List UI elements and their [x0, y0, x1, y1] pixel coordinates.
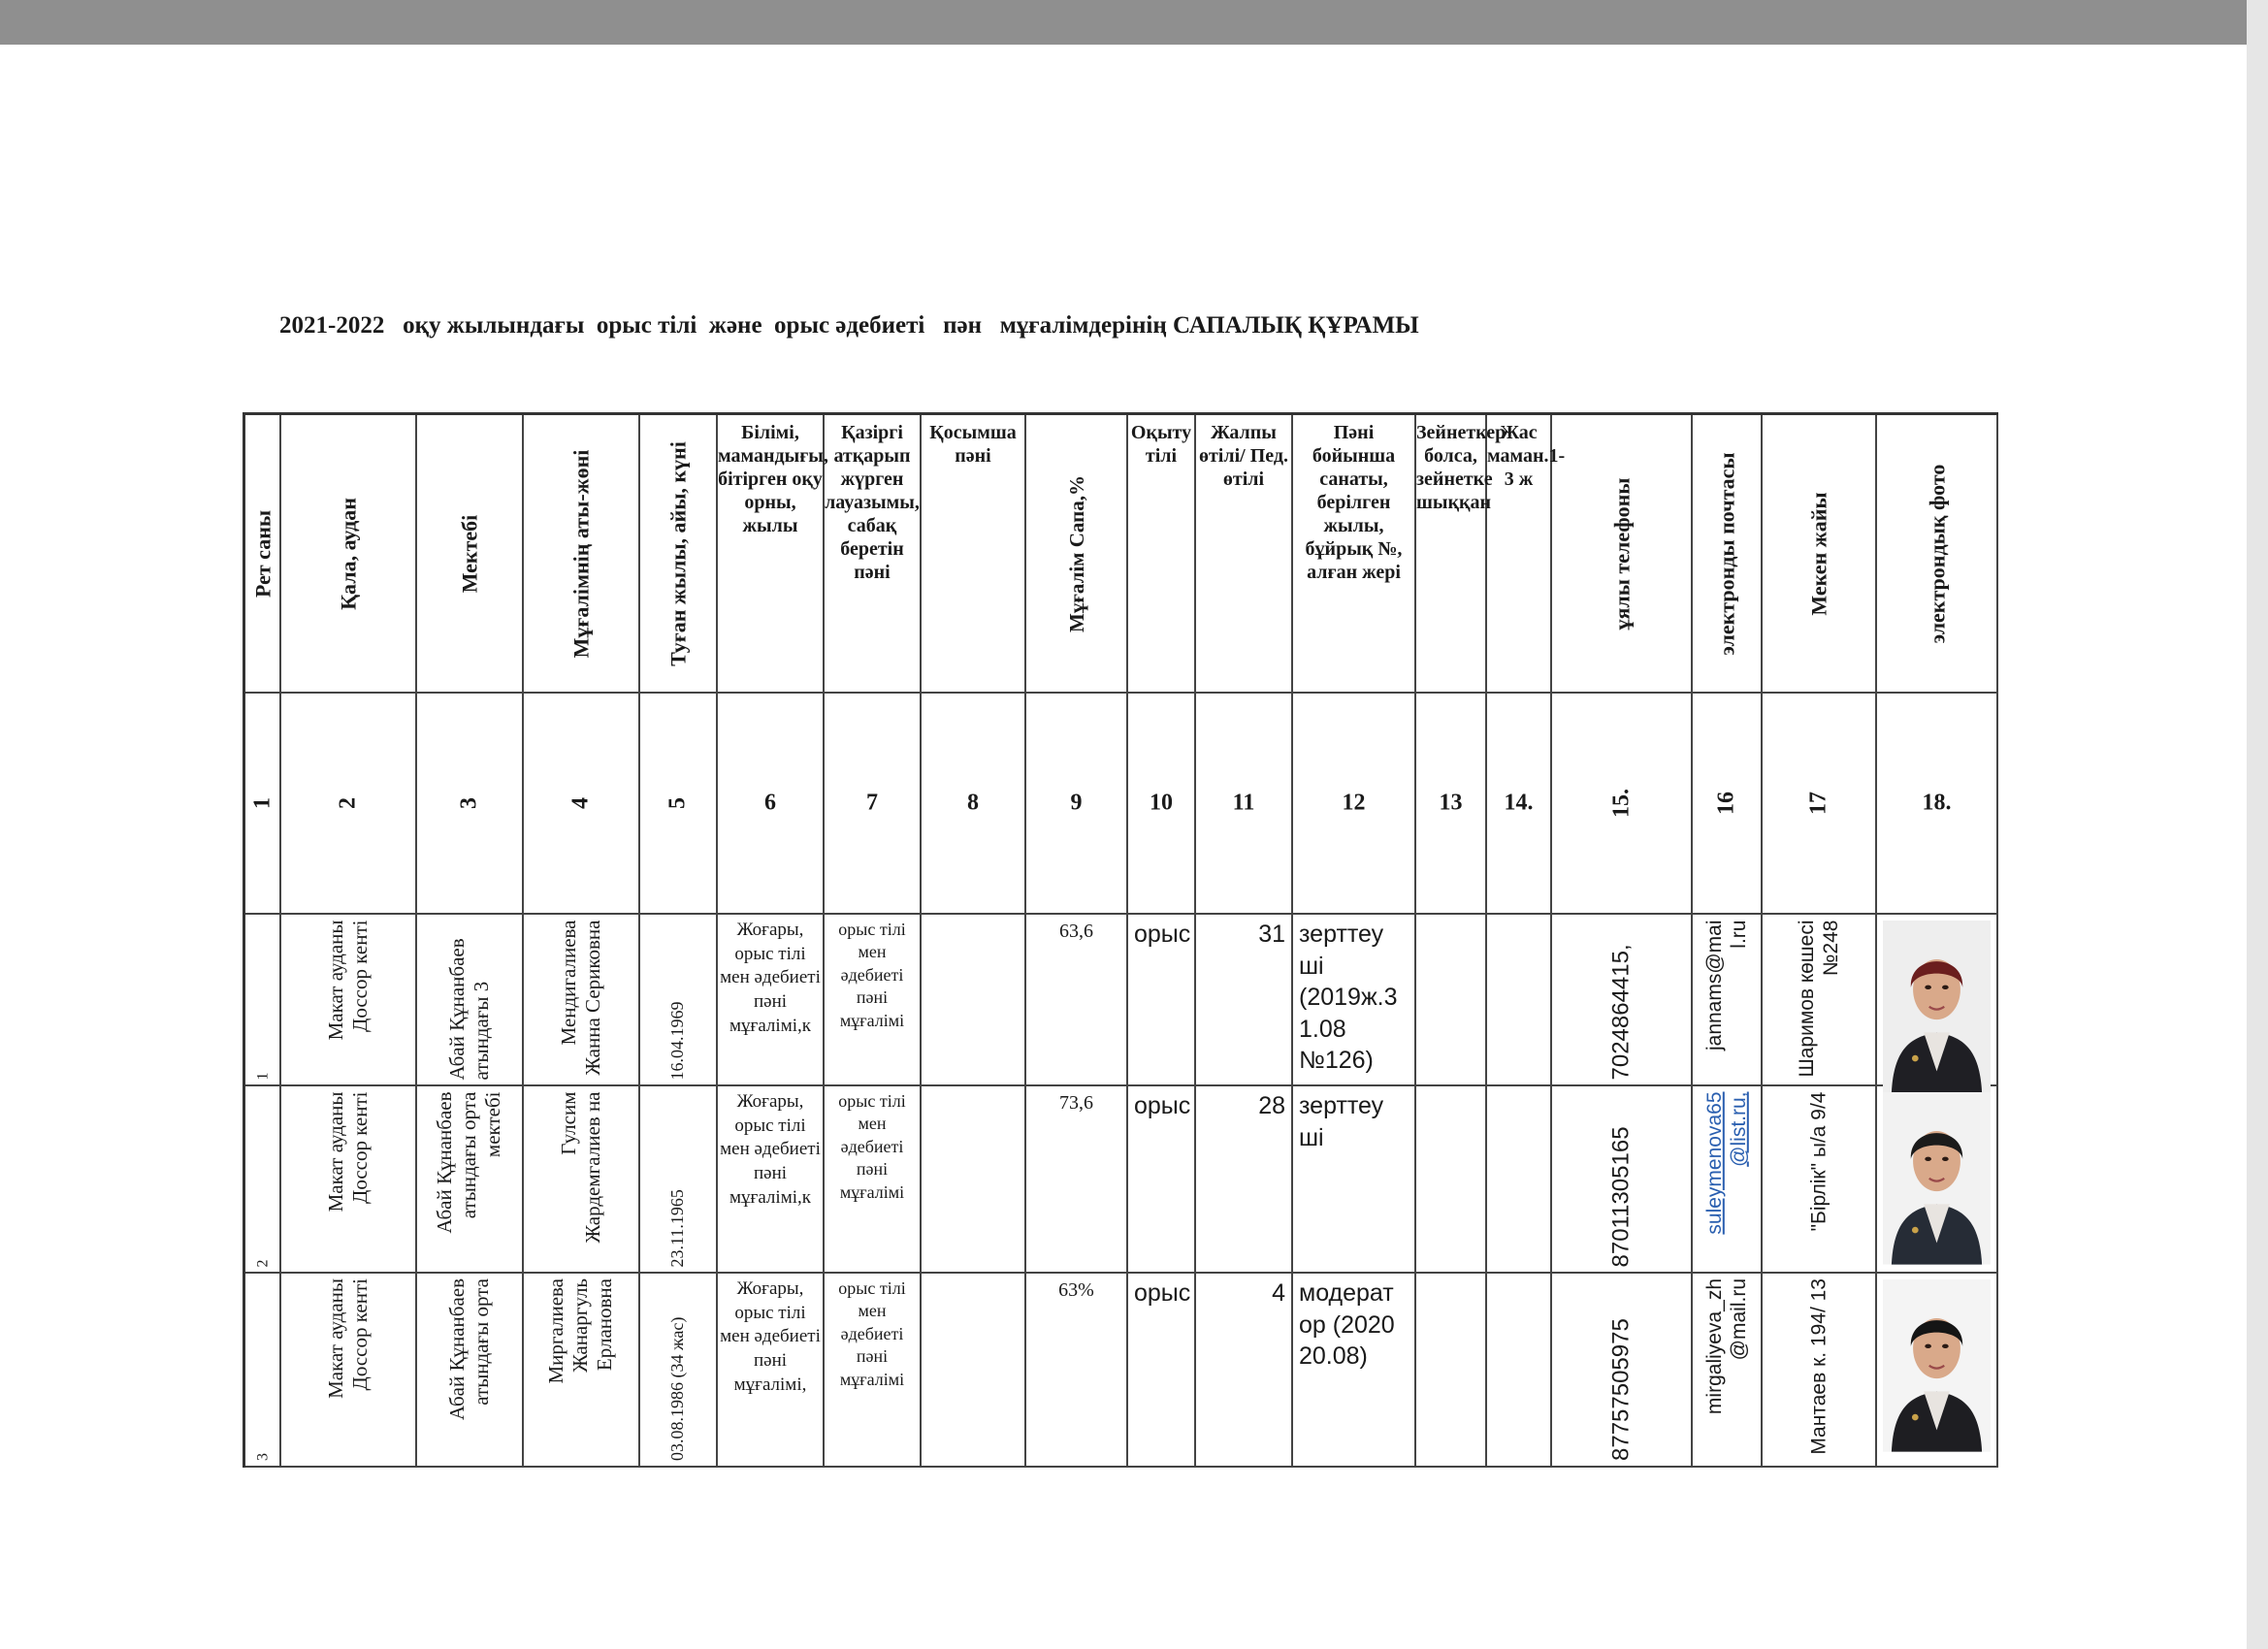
cell-no: 1 [253, 1072, 271, 1080]
cell-phone: 87757505975 [1607, 1318, 1635, 1461]
column-number-label: 2 [335, 797, 361, 809]
row-2-young [1487, 1086, 1552, 1274]
row-1-category [1293, 915, 1416, 1086]
header-label: Қазіргі атқарып жүрген лауазымы, сабақ беретін пәні [825, 422, 920, 583]
staff-table [243, 412, 1998, 1468]
header-label: Мекен жайы [1806, 491, 1831, 616]
cell-young [1487, 1274, 1550, 1281]
cell-position: орыс тілі мен әдебиеті пәні мұғалімі [838, 1091, 906, 1202]
header-city [281, 415, 417, 694]
header-photo [1877, 415, 1998, 694]
row-3-young [1487, 1274, 1552, 1468]
header-extra [922, 415, 1026, 694]
column-number-label: 11 [1232, 790, 1255, 816]
row-1-position [825, 915, 922, 1086]
cell-category: зерттеу ші [1299, 1092, 1384, 1151]
column-number-label: 17 [1805, 792, 1831, 815]
cell-birth: 16.04.1969 [667, 1001, 688, 1080]
header-no [245, 415, 281, 694]
cell-category: модерат ор (2020 20.08) [1299, 1279, 1395, 1370]
cell-no: 3 [253, 1453, 271, 1461]
page-title: 2021-2022 оқу жылындағы орыс тілі және орыс әдебиеті пән мұғалімдерінің САПАЛЫҚ ҚҰРАМЫ [279, 312, 1419, 339]
cell-phone: 7024864415, [1607, 943, 1635, 1080]
row-1-no [245, 915, 281, 1086]
row-2-quality [1026, 1086, 1128, 1274]
header-phone [1552, 415, 1693, 694]
row-2-extra [922, 1086, 1026, 1274]
email-link[interactable]: jannams@mai l.ru [1702, 920, 1750, 1051]
row-2-no [245, 1086, 281, 1274]
cell-pension [1416, 1086, 1485, 1094]
column-number [922, 694, 1026, 915]
cell-exp: 31 [1258, 921, 1285, 948]
cell-pension [1416, 915, 1485, 922]
column-number [640, 694, 718, 915]
cell-extra [922, 1274, 1024, 1281]
cell-quality: 73,6 [1059, 1092, 1093, 1114]
column-number [524, 694, 640, 915]
cell-education: Жоғары, орыс тілі мен әдебиеті пәні мұғалімі, [720, 1278, 821, 1395]
header-label: ұялы телефоны [1608, 477, 1634, 630]
row-3-exp [1196, 1274, 1293, 1468]
header-label: Жас маман.1-3 ж [1487, 422, 1566, 490]
row-3-extra [922, 1274, 1026, 1468]
scan-right-edge [2247, 0, 2268, 1649]
cell-young [1487, 915, 1550, 922]
row-2-education [718, 1086, 825, 1274]
column-number [1552, 694, 1693, 915]
column-number [1026, 694, 1128, 915]
column-number-label: 16 [1713, 792, 1739, 815]
row-1-lang [1128, 915, 1196, 1086]
column-number [1128, 694, 1196, 915]
row-2-city [281, 1086, 417, 1274]
cell-name: Гулсим Жардемгалиев на [556, 1091, 604, 1244]
row-2-photo [1877, 1086, 1998, 1274]
row-1-city [281, 915, 417, 1086]
cell-position: орыс тілі мен әдебиеті пәні мұғалімі [838, 1278, 906, 1389]
cell-lang: орыс [1134, 1092, 1191, 1119]
header-email [1693, 415, 1763, 694]
column-number [281, 694, 417, 915]
row-3-address [1763, 1274, 1877, 1468]
cell-no: 2 [253, 1259, 271, 1267]
row-3-photo [1877, 1274, 1998, 1468]
column-number-label: 7 [866, 790, 878, 816]
row-3-phone [1552, 1274, 1693, 1468]
column-number [718, 694, 825, 915]
header-label: Оқыту тілі [1130, 422, 1192, 467]
column-number [1487, 694, 1552, 915]
row-1-photo [1877, 915, 1998, 1086]
column-number [245, 694, 281, 915]
cell-address: "Бірлік" ы/а 9/4 [1807, 1091, 1831, 1231]
cell-name: Миргалиева Жанаргуль Ерлановна [544, 1278, 617, 1384]
column-number-label: 9 [1070, 790, 1083, 816]
column-number-label: 14. [1504, 790, 1534, 816]
column-number [1763, 694, 1877, 915]
header-young [1487, 415, 1566, 694]
row-3-education [718, 1274, 825, 1468]
cell-lang: орыс [1134, 1279, 1191, 1307]
row-3-name [524, 1274, 640, 1468]
column-number-label: 3 [456, 797, 482, 809]
header-birth [640, 415, 718, 694]
header-label: Қала, аудан [336, 497, 361, 610]
row-3-category [1293, 1274, 1416, 1468]
row-3-birth [640, 1274, 718, 1468]
header-label: Туған жылы, айы, күні [665, 440, 691, 666]
cell-school: Абай Құнанбаев атындағы 3 [444, 937, 493, 1080]
cell-city: Макат ауданы Доссор кенті [323, 1278, 372, 1399]
row-1-exp [1196, 915, 1293, 1086]
column-number-label: 1 [249, 797, 275, 809]
row-1-young [1487, 915, 1552, 1086]
teacher-photo-icon [1883, 921, 1991, 1093]
row-2-school [417, 1086, 524, 1274]
column-number [1877, 694, 1998, 915]
row-3-quality [1026, 1274, 1128, 1468]
cell-address: Мантаев к. 194/ 13 [1807, 1278, 1831, 1455]
header-pension [1416, 415, 1507, 694]
row-2-exp [1196, 1086, 1293, 1274]
cell-phone: 87011305165 [1607, 1125, 1635, 1267]
row-2-birth [640, 1086, 718, 1274]
column-number [825, 694, 922, 915]
column-number-label: 5 [664, 797, 691, 809]
header-education [718, 415, 828, 694]
row-2-address [1763, 1086, 1877, 1274]
row-1-pension [1416, 915, 1487, 1086]
teacher-photo-icon [1883, 1092, 1991, 1265]
row-2-phone [1552, 1086, 1693, 1274]
column-number [1693, 694, 1763, 915]
header-label: Мұғалім Сапа,% [1064, 474, 1088, 632]
row-1-school [417, 915, 524, 1086]
email-link[interactable]: suleymenova65 @list.ru, [1702, 1091, 1750, 1235]
header-label: Зейнеткер болса, зейнетке шыққан [1416, 422, 1507, 513]
header-label: Пәні бойынша санаты, берілген жылы, бұйрық №, алған жері [1305, 422, 1403, 583]
cell-exp: 4 [1272, 1279, 1285, 1307]
row-3-lang [1128, 1274, 1196, 1468]
header-exp [1196, 415, 1293, 694]
row-2-position [825, 1086, 922, 1274]
header-label: электрондық фото [1924, 464, 1949, 643]
scan-top-edge [0, 0, 2268, 45]
cell-pension [1416, 1274, 1485, 1281]
column-number-label: 15. [1608, 789, 1634, 818]
email-link[interactable]: mirgaliyeva_zh @mail.ru [1702, 1278, 1750, 1415]
cell-extra [922, 915, 1024, 922]
header-label: Жалпы өтілі/ Пед. өтілі [1198, 422, 1288, 490]
header-lang [1128, 415, 1196, 694]
column-number-label: 4 [567, 797, 594, 809]
cell-birth: 03.08.1986 (34 жас) [667, 1316, 688, 1461]
row-1-email [1693, 915, 1763, 1086]
cell-school: Абай Құнанбаев атындағы орта [444, 1278, 493, 1421]
cell-city: Макат ауданы Доссор кенті [323, 920, 372, 1040]
row-2-category [1293, 1086, 1416, 1274]
row-2-name [524, 1086, 640, 1274]
header-position [825, 415, 922, 694]
row-1-birth [640, 915, 718, 1086]
cell-lang: орыс [1134, 921, 1191, 948]
row-3-position [825, 1274, 922, 1468]
column-number [1293, 694, 1416, 915]
row-3-pension [1416, 1274, 1487, 1468]
cell-exp: 28 [1258, 1092, 1285, 1119]
cell-birth: 23.11.1965 [667, 1188, 688, 1267]
column-number-label: 18. [1922, 790, 1952, 816]
row-1-phone [1552, 915, 1693, 1086]
header-quality [1026, 415, 1128, 694]
cell-school: Абай Құнанбаев атындағы орта мектебі [433, 1091, 505, 1234]
column-number-label: 6 [764, 790, 776, 816]
column-number-label: 8 [967, 790, 979, 816]
header-address [1763, 415, 1877, 694]
row-1-name [524, 915, 640, 1086]
header-label: Білімі, мамандығы, бітірген оқу орны, жылы [718, 422, 828, 536]
cell-city: Макат ауданы Доссор кенті [323, 1091, 372, 1212]
row-3-no [245, 1274, 281, 1468]
row-3-city [281, 1274, 417, 1468]
header-name [524, 415, 640, 694]
row-1-address [1763, 915, 1877, 1086]
row-2-pension [1416, 1086, 1487, 1274]
header-label: Мектебі [457, 514, 482, 593]
header-label: Рет саны [249, 509, 275, 598]
header-school [417, 415, 524, 694]
row-3-email [1693, 1274, 1763, 1468]
header-label: Мұғалімнің аты-жөні [568, 449, 594, 658]
row-1-education [718, 915, 825, 1086]
row-2-email [1693, 1086, 1763, 1274]
cell-education: Жоғары, орыс тілі мен әдебиеті пәні мұғалімі,к [720, 1091, 821, 1208]
column-number [1416, 694, 1487, 915]
teacher-photo-icon [1883, 1279, 1991, 1452]
cell-address: Шаримов көшесі №248 [1795, 920, 1842, 1078]
column-number-label: 13 [1439, 790, 1463, 816]
cell-name: Мендигалиева Жанна Сериковна [556, 920, 604, 1076]
cell-quality: 63% [1058, 1279, 1094, 1301]
row-2-lang [1128, 1086, 1196, 1274]
column-number [417, 694, 524, 915]
row-1-extra [922, 915, 1026, 1086]
cell-quality: 63,6 [1059, 921, 1093, 942]
cell-education: Жоғары, орыс тілі мен әдебиеті пәні мұғалімі,к [720, 920, 821, 1036]
cell-extra [922, 1086, 1024, 1094]
cell-young [1487, 1086, 1550, 1094]
header-category [1293, 415, 1416, 694]
row-3-school [417, 1274, 524, 1468]
header-label: Қосымша пәні [929, 422, 1017, 467]
column-number-label: 12 [1342, 790, 1366, 816]
column-number [1196, 694, 1293, 915]
cell-position: орыс тілі мен әдебиеті пәні мұғалімі [838, 920, 906, 1030]
header-label: электронды почтасы [1714, 451, 1739, 656]
column-number-label: 10 [1150, 790, 1173, 816]
row-1-quality [1026, 915, 1128, 1086]
cell-category: зерттеу ші (2019ж.3 1.08 №126) [1299, 921, 1398, 1074]
